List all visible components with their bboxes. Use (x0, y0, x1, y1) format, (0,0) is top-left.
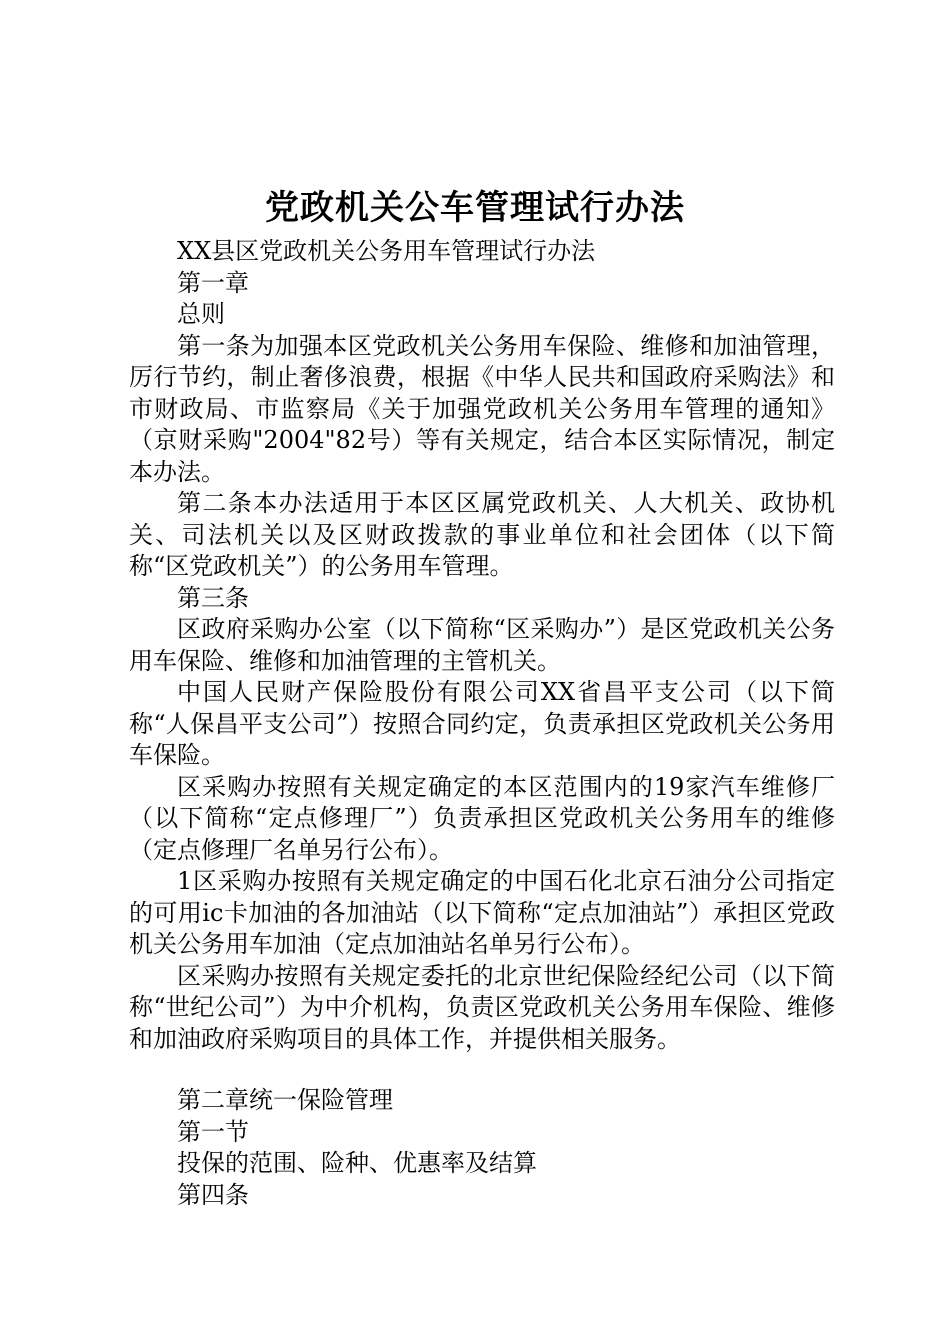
section-1-heading: 第一节 (177, 1117, 249, 1146)
article-2-paragraph: 第二条本办法适用于本区区属党政机关、人大机关、政协机关、司法机关以及区财政拨款的事业单位和社会团体（以下简称“区党政机关”）的公务用车管理。 (129, 489, 835, 580)
body-paragraph: 1区采购办按照有关规定确定的中国石化北京石油分公司指定的可用ic卡加油的各加油站（以下简称“定点加油站”）承担区党政机关公务用车加油（定点加油站名单另行公布）。 (129, 867, 835, 958)
body-paragraph: 区采购办按照有关规定委托的北京世纪保险经纪公司（以下简称“世纪公司”）为中介机构，负责区党政机关公务用车保险、维修和加油政府采购项目的具体工作，并提供相关服务。 (129, 961, 835, 1053)
body-paragraph: 中国人民财产保险股份有限公司XX省昌平支公司（以下简称“人保昌平支公司”）按照合同约定，负责承担区党政机关公务用车保险。 (129, 678, 835, 769)
section-heading: 总则 (177, 300, 225, 328)
section-title: 投保的范围、险种、优惠率及结算 (177, 1149, 537, 1177)
article-4-heading: 第四条 (177, 1180, 249, 1209)
paragraph-spacer (129, 1055, 835, 1085)
article-1-paragraph: 第一条为加强本区党政机关公务用车保险、维修和加油管理，厉行节约，制止奢侈浪费，根据《中华人民共和国政府采购法》和市财政局、市监察局《关于加强党政机关公务用车管理的通知》（京财采购"2004"82号）等有关规定，结合本区实际情况，制定本办法。 (129, 331, 835, 486)
chapter-heading: 第一章 (177, 268, 249, 297)
chapter-2-heading: 第二章统一保险管理 (177, 1086, 393, 1114)
body-paragraph: 区采购办按照有关规定确定的本区范围内的19家汽车维修厂（以下简称“定点修理厂”）负责承担区党政机关公务用车的维修（定点修理厂名单另行公布）。 (129, 772, 835, 864)
document-title: 党政机关公车管理试行办法 (265, 188, 685, 228)
subtitle-paragraph: XX县区党政机关公务用车管理试行办法 (177, 237, 596, 265)
document-body (129, 236, 835, 1211)
body-paragraph: 区政府采购办公室（以下简称“区采购办”）是区党政机关公务用车保险、维修和加油管理的主管机关。 (129, 615, 835, 675)
article-3-heading: 第三条 (177, 583, 249, 612)
